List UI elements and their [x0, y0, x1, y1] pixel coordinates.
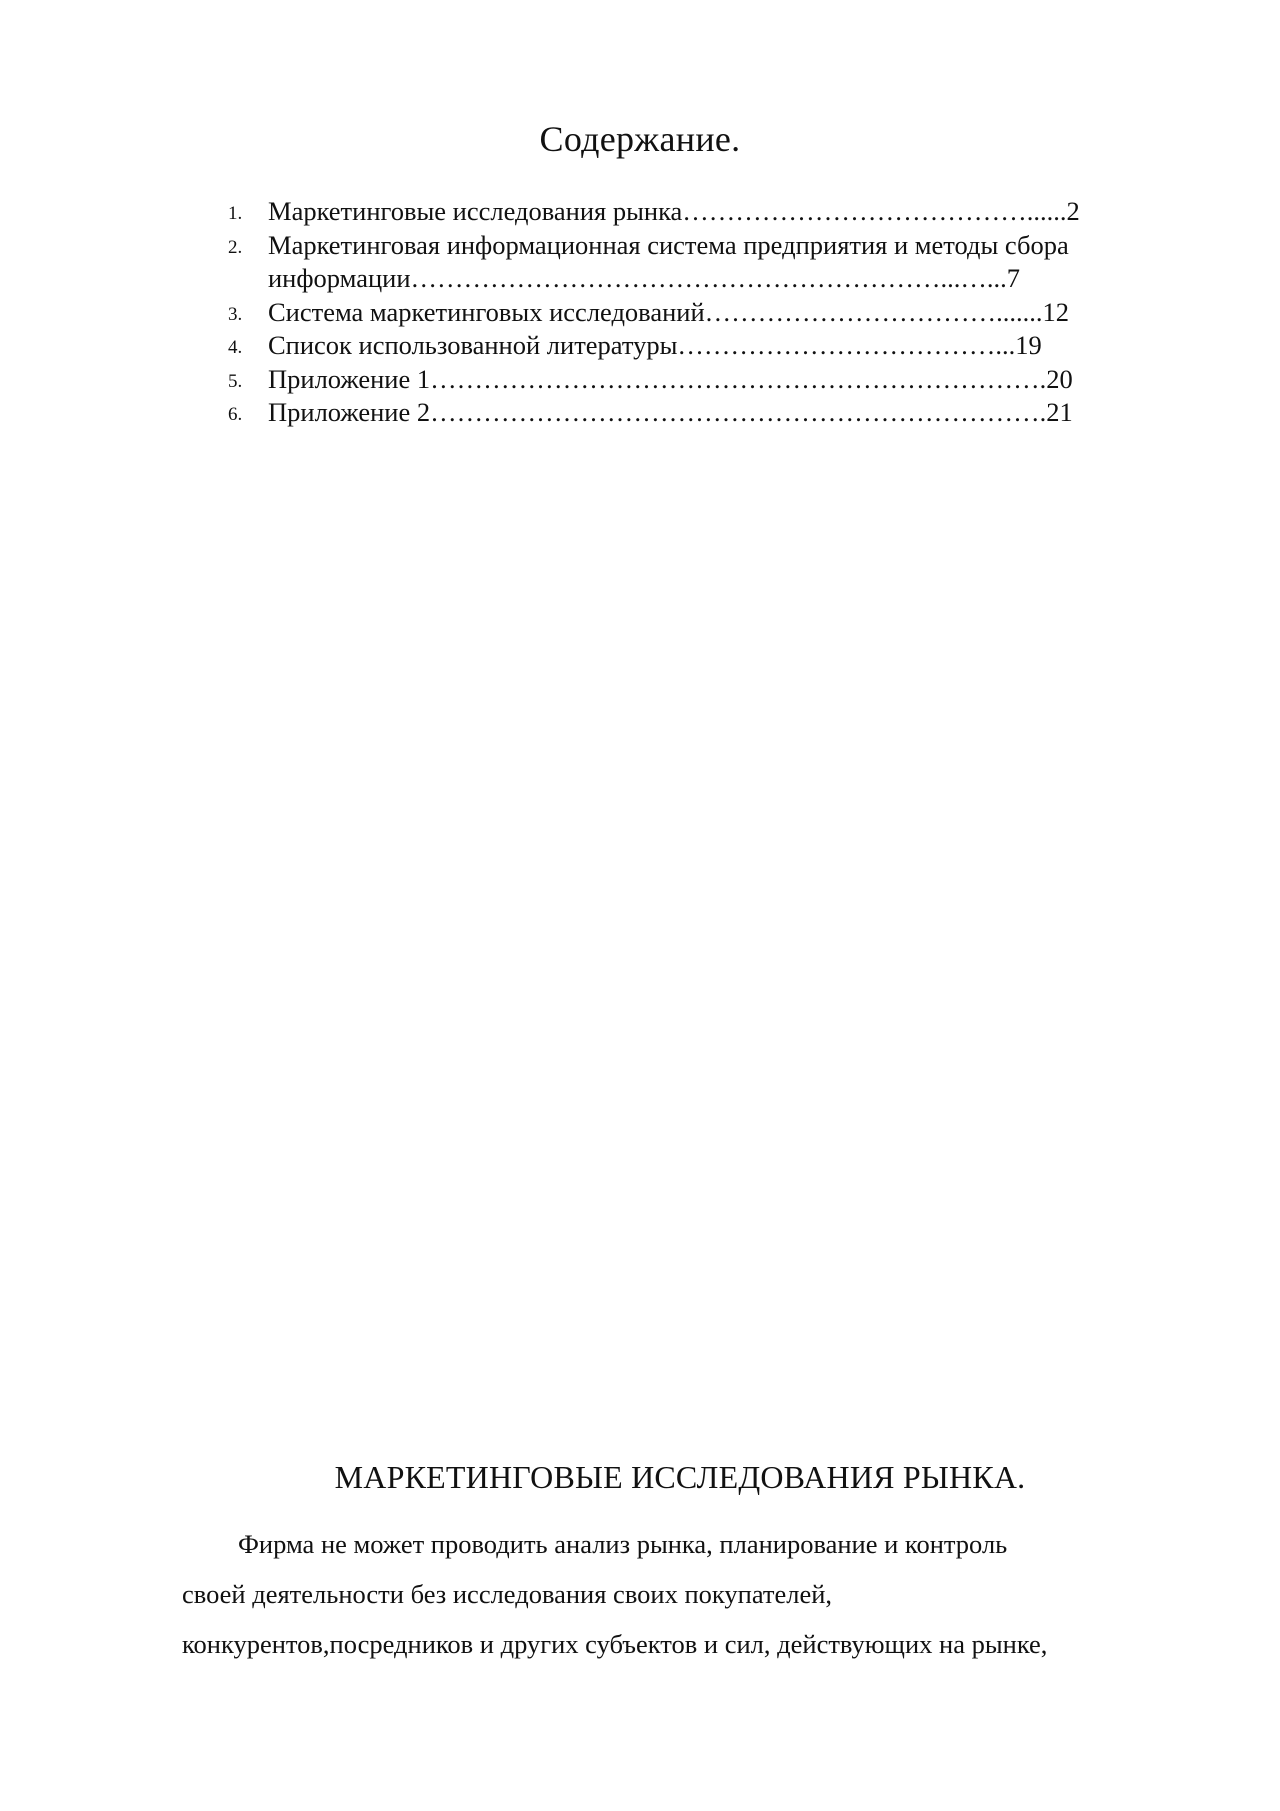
toc-title: Содержание. — [539, 119, 741, 159]
paragraph-line-2: своей деятельности без исследования своих покупателей, — [182, 1579, 833, 1609]
table-of-contents — [226, 195, 1186, 430]
toc-item-text: Список использованной литературы………………………………...19 — [268, 330, 1042, 360]
toc-item-number: 4. — [228, 337, 243, 358]
section-heading: МАРКЕТИНГОВЫЕ ИССЛЕДОВАНИЯ РЫНКА. — [334, 1459, 1026, 1495]
toc-item-text: Маркетинговая информационная система предприятия и методы сбора — [268, 229, 1069, 260]
toc-item-6 — [226, 396, 1186, 430]
toc-item-2 — [226, 229, 1186, 296]
toc-item-number: 2. — [228, 236, 243, 258]
toc-item-number: 1. — [228, 203, 243, 224]
toc-item-text: Система маркетинговых исследований…………………………….......12 — [268, 296, 1070, 327]
paragraph-line-1: Фирма не может проводить анализ рынка, планирование и контроль — [238, 1529, 1008, 1559]
toc-item-number: 5. — [228, 370, 243, 392]
toc-item-number: 6. — [228, 404, 243, 425]
toc-item-text-continued: информации……………………………………………………...…...7 — [268, 263, 1021, 293]
toc-item-text: Приложение 1…………………………………………………………….20 — [268, 363, 1073, 394]
toc-item-4 — [226, 329, 1186, 363]
toc-item-number: 3. — [228, 303, 243, 325]
paragraph-line-3: конкурентов,посредников и других субъектов и сил, действующих на рынке, — [182, 1629, 1048, 1659]
toc-item-1 — [226, 195, 1186, 229]
toc-item-5 — [226, 363, 1186, 397]
toc-item-3 — [226, 296, 1186, 330]
toc-item-text: Приложение 2…………………………………………………………….21 — [268, 397, 1073, 427]
toc-item-text: Маркетинговые исследования рынка…………………………………......2 — [268, 196, 1080, 226]
